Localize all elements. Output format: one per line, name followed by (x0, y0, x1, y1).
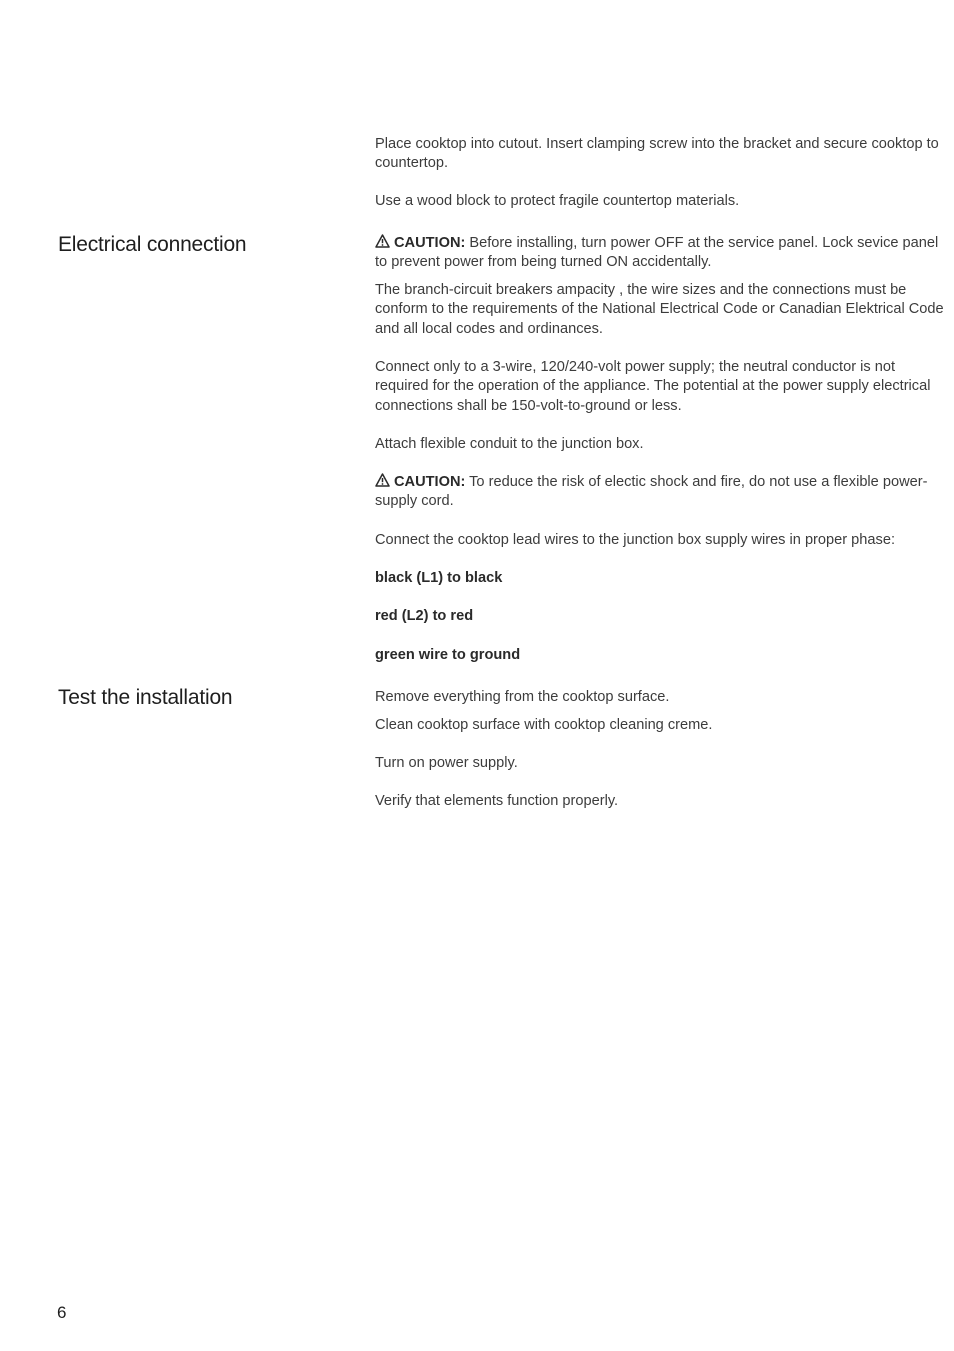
warning-triangle-icon (375, 234, 390, 248)
caution-paragraph-power-off (375, 234, 947, 273)
test-step-clean-surface: Clean cooktop surface with cooktop cleaning creme. (375, 717, 713, 733)
test-step-remove-items: Remove everything from the cooktop surface. (375, 689, 670, 705)
page-number: 6 (57, 1303, 67, 1322)
section-heading-electrical-connection: Electrical connection (58, 233, 247, 256)
wire-instruction-red: red (L2) to red (375, 608, 474, 624)
wire-instruction-black: black (L1) to black (375, 570, 503, 586)
paragraph-flexible-conduit: Attach flexible conduit to the junction box. (375, 436, 644, 452)
warning-triangle-icon (375, 473, 390, 487)
section-heading-test-installation: Test the installation (58, 686, 233, 709)
paragraph-power-supply: Connect only to a 3-wire, 120/240-volt power supply; the neutral conductor is not required for the operation of the appliance. The potential at the power supply electrical connections shall be 150-volt-to-ground or less. (375, 359, 931, 414)
caution-paragraph-power-cord (375, 473, 947, 512)
wire-instruction-green: green wire to ground (375, 647, 521, 663)
paragraph-lead-wires: Connect the cooktop lead wires to the junction box supply wires in proper phase: (375, 532, 896, 548)
test-step-power-on: Turn on power supply. (375, 755, 518, 771)
intro-paragraph-wood-block: Use a wood block to protect fragile countertop materials. (375, 193, 740, 209)
caution-label: CAUTION: (394, 235, 466, 251)
caution-label: CAUTION: (394, 474, 466, 490)
caution-text: To reduce the risk of electic shock and fire, do not use a flexible power-supply cord. (375, 474, 928, 510)
intro-paragraph-cutout: Place cooktop into cutout. Insert clamping screw into the bracket and secure cooktop to countertop. (375, 136, 939, 172)
paragraph-breakers-requirements: The branch-circuit breakers ampacity , the wire sizes and the connections must be conform to the requirements of the National Electrical Code or Canadian Elektrical Code and all local codes and ordinances. (375, 282, 944, 337)
caution-text: Before installing, turn power OFF at the service panel. Lock sevice panel to prevent power from being turned ON accidentally. (375, 235, 939, 271)
test-step-verify-elements: Verify that elements function properly. (375, 793, 619, 809)
